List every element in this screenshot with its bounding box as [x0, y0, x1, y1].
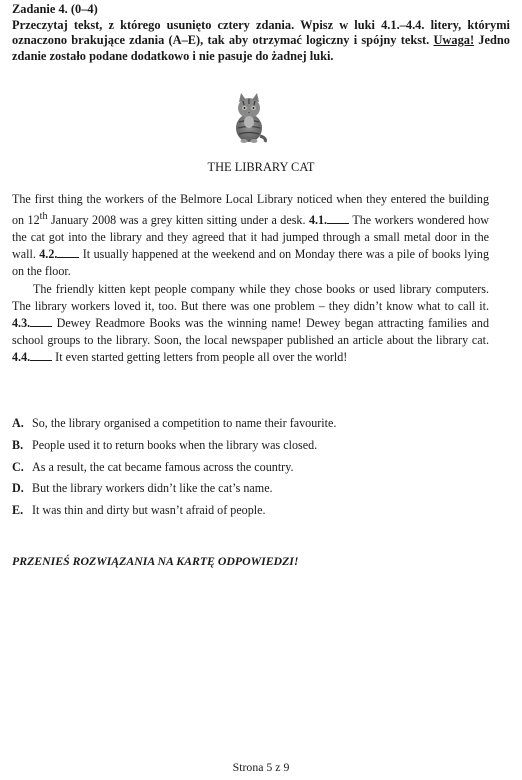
option-text: But the library workers didn’t like the cat’s name. — [32, 481, 273, 496]
story-paragraph-1 — [12, 191, 489, 281]
page-number: Strona 5 z 9 — [232, 760, 290, 774]
option-letter: D. — [12, 481, 24, 496]
option-letter: A. — [12, 416, 24, 430]
option-text: As a result, the cat became famous across the country. — [32, 459, 294, 474]
story-text-segment: The first thing the workers of the Belmore Local Library noticed when they entered the building on 12 — [12, 192, 489, 228]
gap-4-1-blank — [327, 213, 349, 224]
task-number: Zadanie 4. (0–4) — [12, 2, 98, 16]
story-text — [12, 191, 489, 366]
option-text: People used it to return books when the library was closed. — [32, 437, 318, 452]
option-letter: B. — [12, 437, 24, 452]
task-instruction — [12, 18, 510, 65]
task-header — [12, 2, 510, 64]
gap-4-3-blank — [30, 316, 52, 327]
gap-4-4-label: 4.4. — [12, 349, 31, 364]
ordinal-suffix: th — [39, 211, 48, 223]
gap-4-2-blank — [57, 247, 79, 258]
story-text-segment: The workers wondered how the cat got into the library and they agreed that it had jumped through a small metal door in the wall. — [12, 213, 489, 262]
option-letter: C. — [12, 459, 24, 474]
option-b — [12, 437, 492, 459]
note-label: Uwaga! — [433, 33, 475, 48]
story-text-segment: The friendly kitten kept people company while they chose books or used library computers. The library workers loved it, too. But there was one problem – they didn’t know what to call it. — [12, 281, 489, 313]
story-text-segment: It even started getting letters from people all over the world! — [52, 349, 348, 364]
option-a — [12, 415, 492, 437]
answer-options — [12, 415, 492, 524]
gap-4-4-blank — [30, 350, 52, 361]
gap-4-2-label: 4.2. — [39, 247, 58, 262]
kitten-photo — [229, 92, 269, 144]
story-paragraph-2 — [12, 281, 489, 366]
option-text: So, the library organised a competition to name their favourite. — [32, 416, 337, 430]
story-text-segment: Dewey Readmore Books was the winning name! Dewey began attracting families and school groups to the library. Soon, the local newspaper published an article about the library cat. — [12, 315, 489, 347]
story-text-segment: It usually happened at the weekend and on Monday there was a pile of books lying on the floor. — [12, 247, 489, 279]
instruction-text: Przeczytaj tekst, z którego usunięto cztery zdania. Wpisz w luki 4.1.–4.4. litery, którymi oznaczono brakujące zdania (A–E), tak aby otrzymać logiczny i spójny tekst. — [12, 17, 510, 48]
option-c — [12, 459, 492, 481]
story-title: THE LIBRARY CAT — [207, 160, 315, 174]
gap-4-3-label: 4.3. — [12, 315, 31, 330]
option-d — [12, 480, 492, 502]
story-text-segment: January 2008 was a grey kitten sitting under a desk. — [47, 213, 309, 228]
option-letter: E. — [12, 503, 24, 518]
option-e — [12, 502, 492, 524]
note-text: Jedno zdanie zostało podane dodatkowo i nie pasuje do żadnej luki. — [12, 33, 510, 63]
option-text: It was thin and dirty but wasn’t afraid of people. — [32, 503, 266, 518]
transfer-answers-note: PRZENIEŚ ROZWIĄZANIA NA KARTĘ ODPOWIEDZI! — [12, 554, 299, 568]
gap-4-1-label: 4.1. — [308, 213, 328, 228]
